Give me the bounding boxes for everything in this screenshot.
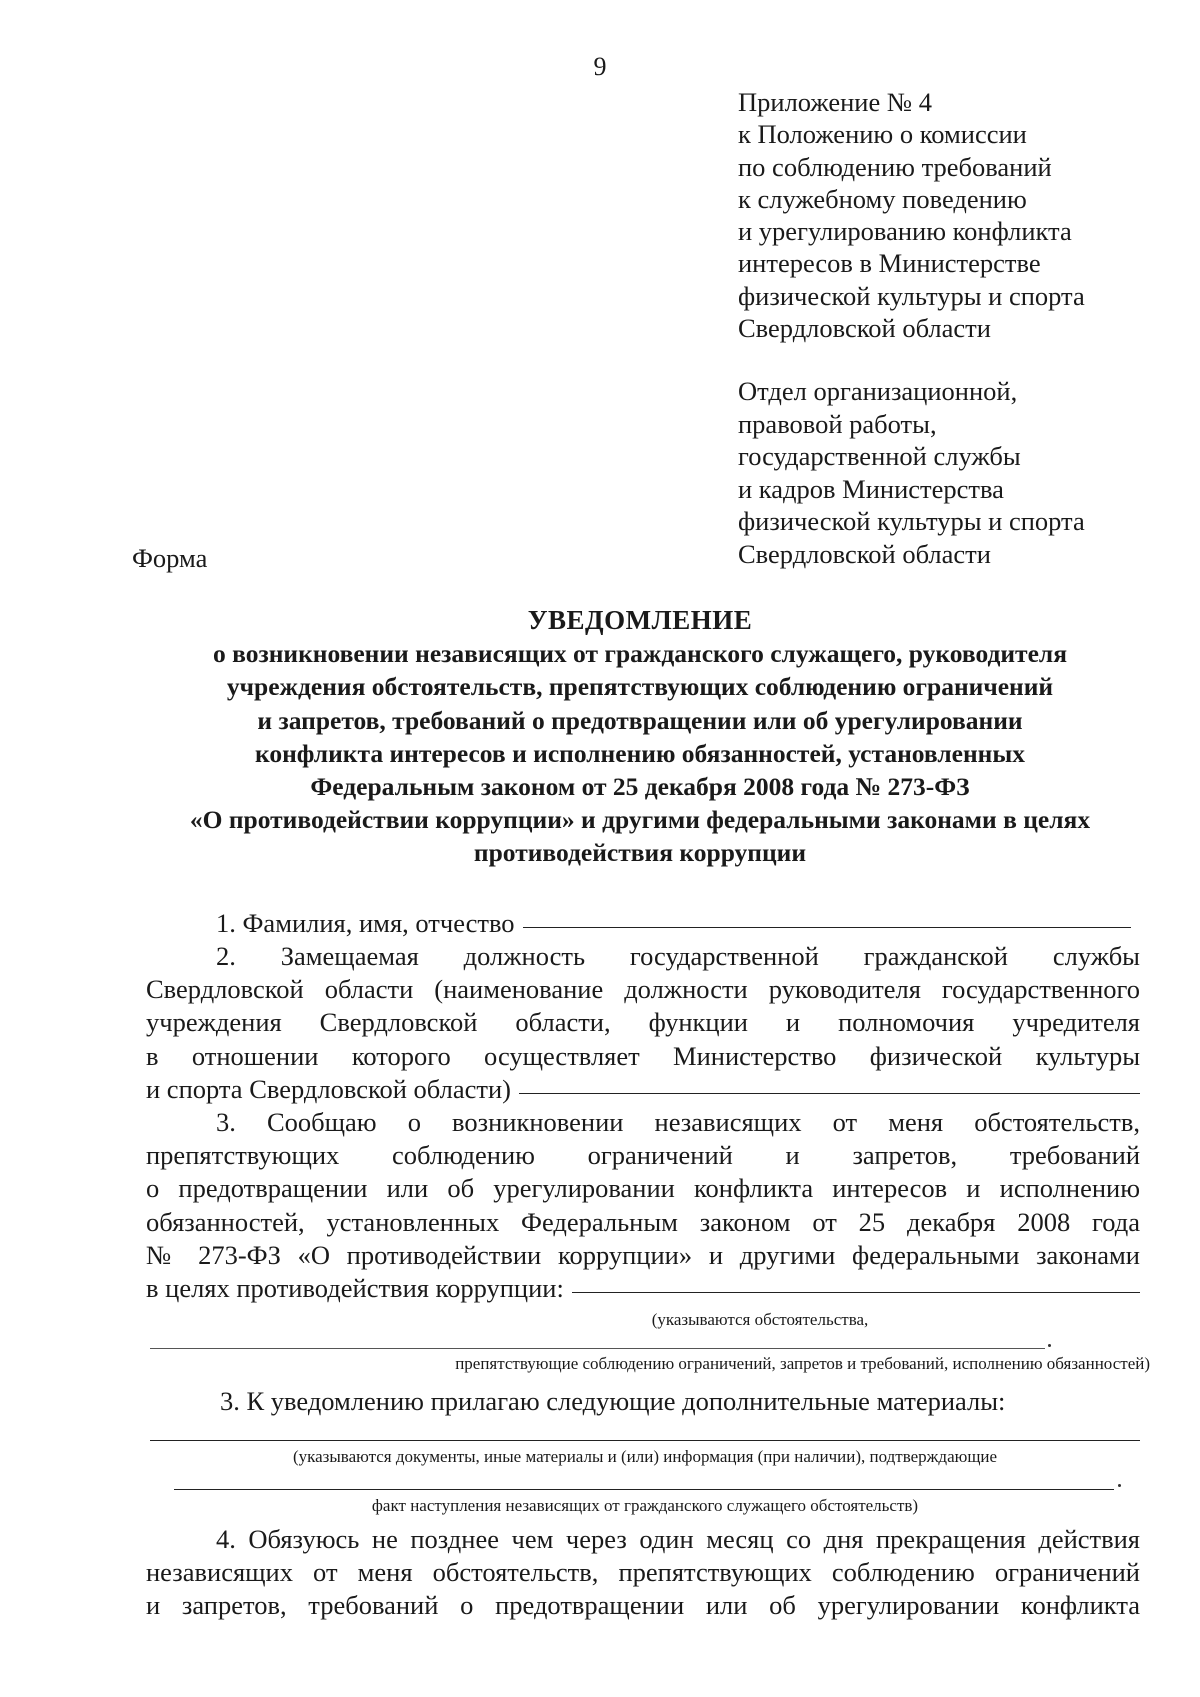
title-line: и запретов, требований о предотвращении или об урегулировании [257,705,1023,735]
item-4-line: и запретов, требований о предотвращении или об урегулировании конфликта [146,1590,1140,1621]
item-4 [146,1523,1140,1623]
appendix-line: и урегулированию конфликта [738,216,1072,247]
title-line: противодействия коррупции [473,838,807,868]
item-2-last-label: и спорта Свердловской области) [146,1073,511,1104]
title-line: учреждения обстоятельств, препятствующих соблюдению ограничений [226,672,1054,702]
addressee-block [738,375,1085,570]
addressee-line: государственной службы [738,441,1021,471]
addressee-line: Свердловской области [738,538,991,569]
item-3-line: 3. Сообщаю о возникновении независящих от меня обстоятельств, [216,1107,1140,1137]
title-line: о возникновении независящих от гражданского служащего, руководителя [212,639,1067,669]
circumstances-line-2[interactable] [150,1348,1045,1349]
circumstances-hint: (указываются обстоятельства, [651,1310,869,1329]
form-label: Форма [132,543,208,573]
item-3-line: препятствующих соблюдению ограничений и запретов, требований [146,1140,1140,1171]
position-field[interactable] [519,1092,1140,1094]
appendix-line: интересов в Министерстве [738,248,1041,279]
page-number: 9 [593,52,607,81]
addressee-line: правовой работы, [738,408,937,439]
item-3 [146,1106,1140,1305]
circumstances-hint-2: препятствующие соблюдению ограничений, запретов и требований, исполнению обязанностей) [455,1354,1150,1373]
title-line: конфликта интересов и исполнению обязанностей, установленных [254,738,1025,768]
appendix-line: Свердловской области [738,313,991,344]
document-title [130,604,1150,870]
item-3b: 3. К уведомлению прилагаю следующие дополнительные материалы: [220,1386,1006,1416]
addressee-line: физической культуры и спорта [738,506,1085,536]
title-line: Федеральным законом от 25 декабря 2008 года № 273-ФЗ [310,772,970,802]
appendix-header [738,86,1085,344]
item-2-line: 2. Замещаемая должность государственной гражданской службы [216,941,1140,971]
item-4-line: независящих от меня обстоятельств, препятствующих соблюдению ограничений [146,1557,1140,1588]
item-1 [216,907,1131,940]
item-3-line: № 273-ФЗ «О противодействии коррупции» и другими федеральными законами [146,1239,1140,1270]
item-3-last-label: в целях противодействия коррупции: [146,1273,564,1304]
materials-field[interactable] [150,1440,1140,1441]
item-3-last-row [146,1272,1140,1305]
item-2 [146,940,1140,1106]
materials-field-2[interactable] [174,1489,1114,1490]
item-3-line: о предотвращении или об урегулировании конфликта интересов и исполнению [146,1173,1140,1204]
addressee-line: и кадров Министерства [738,473,1004,504]
appendix-line: физической культуры и спорта [738,280,1085,311]
item-2-last-row [146,1073,1140,1106]
title-line: «О противодействии коррупции» и другими федеральными законами в целях [189,805,1091,835]
item-2-line: Свердловской области (наименование должности руководителя государственного [146,974,1140,1005]
item-2-line: в отношении которого осуществляет Министерство физической культуры [146,1040,1140,1071]
scan-dot [1118,1484,1121,1487]
scan-dot [1048,1344,1051,1347]
addressee-line: Отдел организационной, [738,376,1018,406]
appendix-line: к Положению о комиссии [738,119,1027,150]
item-2-line: учреждения Свердловской области, функции и полномочия учредителя [146,1007,1140,1038]
title-main: УВЕДОМЛЕНИЕ [527,605,753,635]
circumstances-field[interactable] [572,1291,1140,1293]
full-name-field[interactable] [523,926,1131,928]
materials-hint-2: факт наступления независящих от гражданского служащего обстоятельств) [371,1496,919,1515]
materials-hint: (указываются документы, иные материалы и (или) информация (при наличии), подтверждающие [292,1447,998,1466]
item-4-line: 4. Обязуюсь не позднее чем через один месяц со дня прекращения действия [216,1524,1140,1554]
appendix-line: к служебному поведению [738,183,1027,214]
appendix-line: Приложение № 4 [738,87,933,117]
item-3-line: обязанностей, установленных Федеральным законом от 25 декабря 2008 года [146,1206,1140,1237]
item-1-label: 1. Фамилия, имя, отчество [216,908,515,938]
appendix-line: по соблюдению требований [738,151,1052,182]
